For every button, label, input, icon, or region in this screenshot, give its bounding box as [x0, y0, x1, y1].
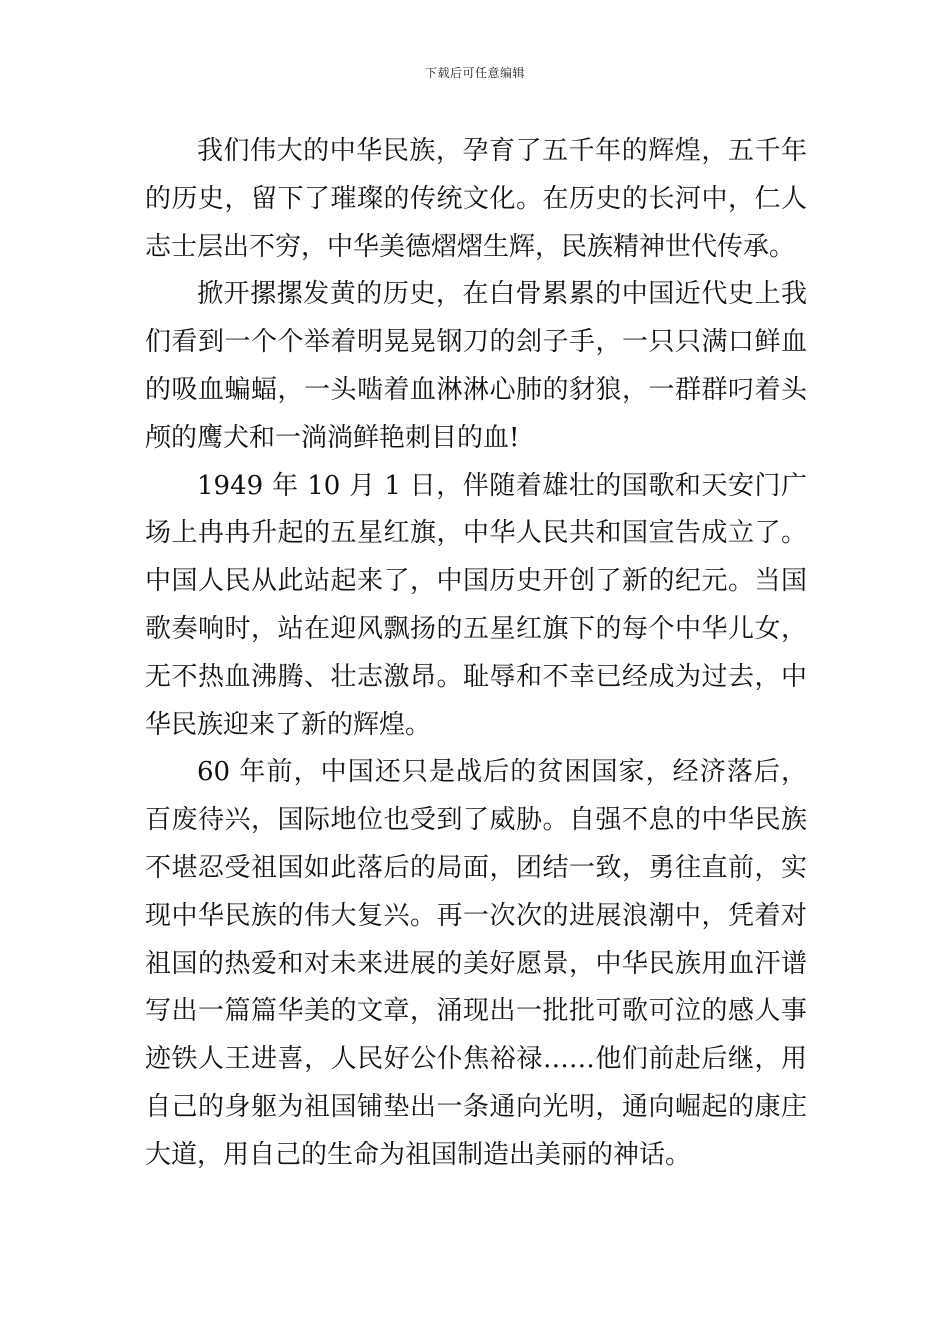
paragraph-1: 我们伟大的中华民族，孕育了五千年的辉煌，五千年的历史，留下了璀璨的传统文化。在历史的长河中，仁人志士层出不穷，中华美德熠熠生辉，民族精神世代传承。	[145, 136, 807, 262]
page-header: 下载后可任意编辑	[424, 66, 525, 80]
document-body	[145, 128, 807, 1180]
paragraph-4: 60 年前，中国还只是战后的贫困国家，经济落后，百废待兴，国际地位也受到了威胁。自强不息的中华民族不堪忍受祖国如此落后的局面，团结一致，勇往直前，实现中华民族的伟大复兴。再一次次的进展浪潮中，凭着对祖国的热爱和对未来进展的美好愿景，中华民族用血汗谱写出一篇篇华美的文章，涌现出一批批可歌可泣的感人事迹铁人王进喜，人民好公仆焦裕禄……他们前赴后继，用自己的身躯为祖国铺垫出一条通向光明，通向崛起的康庄大道，用自己的生命为祖国制造出美丽的神话。	[145, 757, 807, 1170]
paragraph-2: 掀开摞摞发黄的历史，在白骨累累的中国近代史上我们看到一个个举着明晃晃钢刀的刽子手，一只只满口鲜血的吸血蝙蝠，一头啮着血淋淋心肺的豺狼，一群群叼着头颅的鹰犬和一淌淌鲜艳刺目的血!	[145, 279, 807, 453]
paragraph-3: 1949 年 10 月 1 日，伴随着雄壮的国歌和天安门广场上冉冉升起的五星红旗，中华人民共和国宣告成立了。中国人民从此站起来了，中国历史开创了新的纪元。当国歌奏响时，站在迎风飘扬的五星红旗下的每个中华儿女，无不热血沸腾、壮志激昂。耻辱和不幸已经成为过去，中华民族迎来了新的辉煌。	[145, 470, 807, 740]
